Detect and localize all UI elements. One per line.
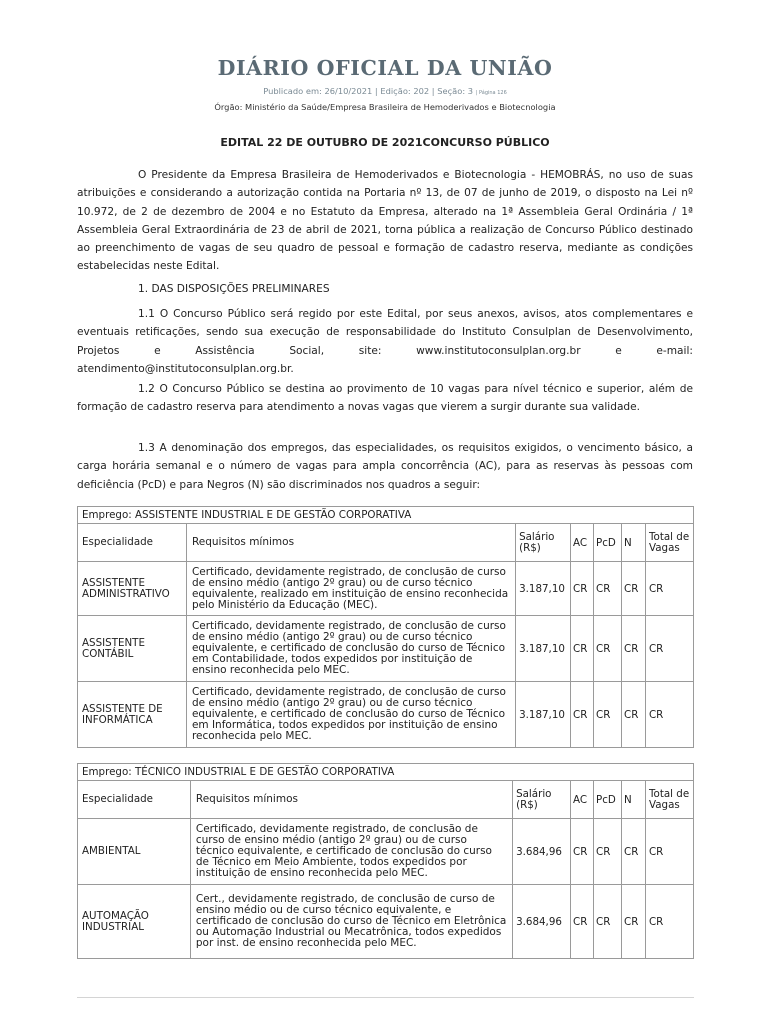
row-ac: CR xyxy=(571,562,594,616)
header-n: N xyxy=(622,524,646,562)
row-especialidade: ASSISTENTE ADMINISTRATIVO xyxy=(78,562,187,616)
item-1-1-text: 1.1 O Concurso Público será regido por este Edital, por seus anexos, avisos, atos complementares e eventuais retificações, sendo sua execução de responsabilidade do Instituto Consulplan de Desenvolvimento, Projetos e Assistência Social, site: www.institutoconsulplan.org.br e e-mail: atendimento@institutoconsulplan.org.br. xyxy=(77,308,693,375)
row-especialidade: AMBIENTAL xyxy=(78,819,191,885)
table-caption-row xyxy=(78,507,694,524)
row-pcd: CR xyxy=(594,885,622,959)
row-n: CR xyxy=(622,682,646,748)
row-pcd: CR xyxy=(594,562,622,616)
row-n: CR xyxy=(622,885,646,959)
orgao-line: Órgão: Ministério da Saúde/Empresa Brasileira de Hemoderivados e Biotecnologia xyxy=(214,102,556,112)
row-total: CR xyxy=(645,682,693,748)
row-ac: CR xyxy=(571,819,594,885)
row-ac: CR xyxy=(571,885,594,959)
row-pcd: CR xyxy=(594,819,622,885)
item-1-2 xyxy=(77,380,693,417)
row-salario: 3.684,96 xyxy=(513,819,571,885)
header-requisitos: Requisitos mínimos xyxy=(190,781,512,819)
row-ac: CR xyxy=(571,682,594,748)
item-1-3-text: 1.3 A denominação dos empregos, das especialidades, os requisitos exigidos, o vencimento básico, a carga horária semanal e o número de vagas para ampla concorrência (AC), para as reservas às pessoas com deficiência (PcD) e para Negros (N) são discriminados nos quadros a seguir: xyxy=(77,442,693,491)
row-requisitos: Certificado, devidamente registrado, de conclusão de curso de ensino médio (antigo 2º grau) ou de curso técnico equivalente, e certificado de conclusão do curso de Técnico em Contabilidade, todos expedidos por instituição de ensino reconhecida pelo MEC. xyxy=(186,616,515,682)
header-n: N xyxy=(622,781,646,819)
page-number: | Página 126 xyxy=(475,90,507,96)
intro-paragraph xyxy=(77,166,693,276)
row-n: CR xyxy=(622,562,646,616)
row-ac: CR xyxy=(571,616,594,682)
row-especialidade: AUTOMAÇÃO INDUSTRIAL xyxy=(78,885,191,959)
table-row xyxy=(78,616,694,682)
row-requisitos: Certificado, devidamente registrado, de conclusão de curso de ensino médio (antigo 2º grau) ou de curso técnico equivalente, e certificado de conclusão do curso de Técnico em Informática, todos expedidos por instituição de ensino reconhecida pelo MEC. xyxy=(186,682,515,748)
section-1-title: 1. DAS DISPOSIÇÕES PRELIMINARES xyxy=(138,283,330,295)
row-total: CR xyxy=(645,562,693,616)
table-header-row xyxy=(78,524,694,562)
header-ac: AC xyxy=(571,781,594,819)
row-salario: 3.187,10 xyxy=(516,682,571,748)
publication-meta: Publicado em: 26/10/2021 | Edição: 202 | Seção: 3 xyxy=(263,86,474,96)
header-pcd: PcD xyxy=(594,524,622,562)
footer-divider xyxy=(77,997,694,998)
row-requisitos: Cert., devidamente registrado, de conclusão de curso de ensino médio ou de curso técnico equivalente, e certificado de conclusão do curso de Técnico em Eletrônica ou Automação Industrial ou Mecatrônica, todos expedidos por inst. de ensino reconhecida pelo MEC. xyxy=(190,885,512,959)
header-salario: Salário (R$) xyxy=(516,524,571,562)
table-row xyxy=(78,562,694,616)
table-header-row xyxy=(78,781,694,819)
row-total: CR xyxy=(645,616,693,682)
table-caption: Emprego: TÉCNICO INDUSTRIAL E DE GESTÃO CORPORATIVA xyxy=(78,764,694,781)
publication-info xyxy=(0,86,770,96)
row-total: CR xyxy=(645,885,693,959)
row-especialidade: ASSISTENTE DE INFORMÁTICA xyxy=(78,682,187,748)
header-requisitos: Requisitos mínimos xyxy=(186,524,515,562)
table-row xyxy=(78,819,694,885)
row-requisitos: Certificado, devidamente registrado, de conclusão de curso de ensino médio (antigo 2º grau) ou de curso técnico equivalente, realizado em instituição de ensino reconhecida pelo Ministério da Educação (MEC). xyxy=(186,562,515,616)
intro-text: O Presidente da Empresa Brasileira de Hemoderivados e Biotecnologia - HEMOBRÁS, no uso de suas atribuições e considerando a autorização contida na Portaria nº 13, de 07 de junho de 2019, o disposto na Lei nº 10.972, de 2 de dezembro de 2004 e no Estatuto da Empresa, alterado na 1ª Assembleia Geral Ordinária / 1ª Assembleia Geral Extraordinária de 23 de abril de 2021, torna pública a realização de Concurso Público destinado ao preenchimento de vagas de seu quadro de pessoal e formação de cadastro reserva, mediante as condições estabelecidas neste Edital. xyxy=(77,169,693,273)
header-pcd: PcD xyxy=(594,781,622,819)
header-especialidade: Especialidade xyxy=(78,781,191,819)
header-salario: Salário (R$) xyxy=(513,781,571,819)
table-caption: Emprego: ASSISTENTE INDUSTRIAL E DE GESTÃO CORPORATIVA xyxy=(78,507,694,524)
row-salario: 3.684,96 xyxy=(513,885,571,959)
row-n: CR xyxy=(622,819,646,885)
masthead-title: DIÁRIO OFICIAL DA UNIÃO xyxy=(217,56,553,80)
header-total: Total de Vagas xyxy=(645,781,693,819)
jobs-table-assistente xyxy=(77,506,694,748)
jobs-table-tecnico xyxy=(77,763,694,959)
table-row xyxy=(78,885,694,959)
row-n: CR xyxy=(622,616,646,682)
row-pcd: CR xyxy=(594,682,622,748)
edital-title: EDITAL 22 DE OUTUBRO DE 2021CONCURSO PÚBLICO xyxy=(220,136,550,149)
header-ac: AC xyxy=(571,524,594,562)
row-salario: 3.187,10 xyxy=(516,562,571,616)
header-especialidade: Especialidade xyxy=(78,524,187,562)
item-1-1 xyxy=(77,305,693,378)
section-heading xyxy=(77,280,693,298)
item-1-2-text: 1.2 O Concurso Público se destina ao provimento de 10 vagas para nível técnico e superior, além de formação de cadastro reserva para atendimento a novas vagas que vierem a surgir durante sua validade. xyxy=(77,383,693,414)
table-caption-row xyxy=(78,764,694,781)
row-salario: 3.187,10 xyxy=(516,616,571,682)
row-total: CR xyxy=(645,819,693,885)
row-pcd: CR xyxy=(594,616,622,682)
table-row xyxy=(78,682,694,748)
row-requisitos: Certificado, devidamente registrado, de conclusão de curso de ensino médio (antigo 2º grau) ou de curso técnico equivalente, e certificado de conclusão do curso de Técnico em Meio Ambiente, todos expedidos por instituição de ensino reconhecida pelo MEC. xyxy=(190,819,512,885)
item-1-3 xyxy=(77,439,693,494)
header-total: Total de Vagas xyxy=(645,524,693,562)
row-especialidade: ASSISTENTE CONTÁBIL xyxy=(78,616,187,682)
